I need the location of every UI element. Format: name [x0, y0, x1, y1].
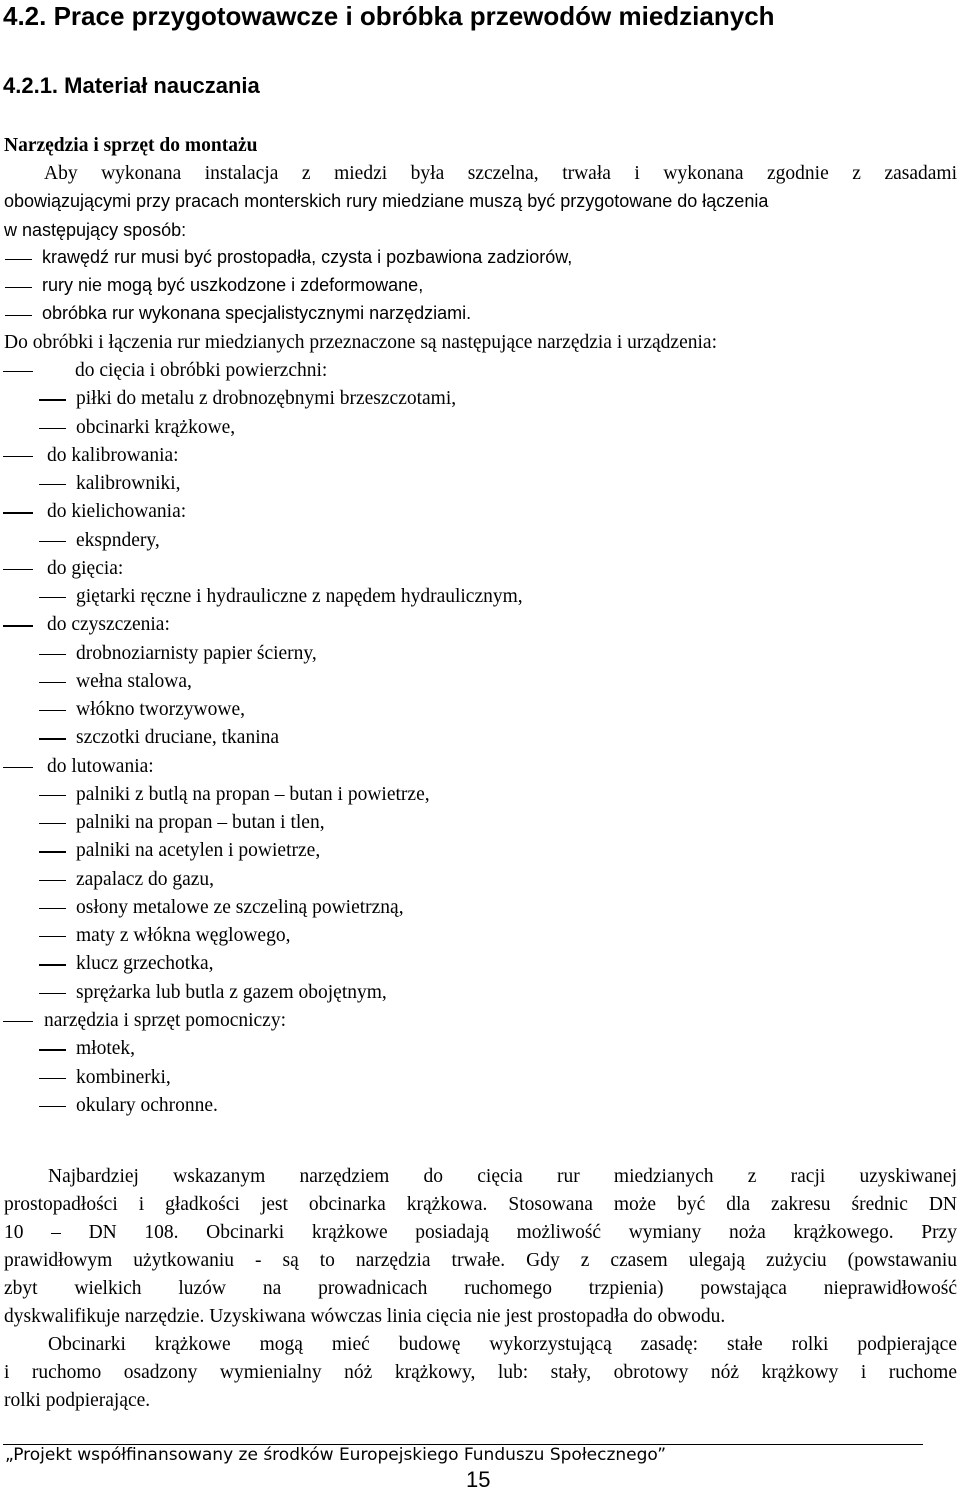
dash-bullet [39, 851, 66, 852]
tool-item: giętarki ręczne i hydrauliczne z napędem hydraulicznym, [76, 586, 523, 608]
dash-bullet [3, 371, 33, 372]
dash-bullet [39, 1106, 66, 1107]
dash-bullet [39, 1049, 66, 1050]
para2-line-3: rolki podpierające. [4, 1390, 151, 1411]
dash-bullet [5, 259, 32, 260]
dash-bullet [39, 936, 66, 937]
tool-item: młotek, [76, 1038, 136, 1060]
tool-item: włókno tworzywowe, [76, 699, 245, 721]
tool-category: do kielichowania: [47, 501, 187, 523]
dash-bullet [39, 823, 66, 824]
tool-category: do cięcia i obróbki powierzchni: [75, 360, 328, 381]
dash-bullet [5, 315, 32, 316]
prep-item: rury nie mogą być uszkodzone i zdeformowane, [42, 275, 424, 295]
tool-item: klucz grzechotka, [76, 953, 214, 975]
tool-item: obcinarki krążkowe, [76, 416, 236, 438]
tool-item: osłony metalowe ze szczeliną powietrzną, [76, 896, 404, 918]
dash-bullet [39, 682, 66, 683]
tool-item: szczotki druciane, tkanina [76, 727, 280, 749]
prep-item: krawędź rur musi być prostopadła, czysta i pozbawiona zadziorów, [42, 247, 573, 267]
dash-bullet [3, 512, 33, 513]
tool-item: sprężarka lub butla z gazem obojętnym, [76, 981, 387, 1003]
page-number: 15 [466, 1467, 491, 1492]
dash-bullet [39, 880, 66, 881]
para2-line-1: Obcinarki krążkowe mogą mieć budowę wykorzystującą zasadę: stałe rolki podpierające [48, 1334, 957, 1355]
intro-line-3: w następujący sposób: [4, 220, 187, 240]
tool-item: wełna stalowa, [76, 670, 192, 692]
tool-item: palniki z butlą na propan – butan i powietrze, [76, 783, 430, 805]
tool-item: piłki do metalu z drobnozębnymi brzeszczotami, [76, 388, 457, 410]
intro-line-1: Aby wykonana instalacja z miedzi była szczelna, trwała i wykonana zgodnie z zasadami [44, 163, 957, 184]
tool-category: do kalibrowania: [47, 444, 179, 466]
dash-bullet [39, 993, 66, 994]
dash-bullet [39, 795, 66, 796]
tool-item: zapalacz do gazu, [76, 868, 215, 890]
section-heading: 4.2.1. Materiał nauczania [3, 73, 260, 98]
para1-line-4: prawidłowym użytkowaniu - są to narzędzia trwałe. Gdy z czasem ulegają zużyciu (powstawaniu [4, 1250, 957, 1271]
dash-bullet [39, 399, 66, 400]
para2-line-2: i ruchomo osadzony wymienialny nóż krążkowy, lub: stały, obrotowy nóż krążkowy i ruchome [4, 1362, 957, 1383]
tool-item: palniki na acetylen i powietrze, [76, 840, 321, 862]
para1-line-2: prostopadłości i gładkości jest obcinarka krążkowa. Stosowana może być dla zakresu średnic DN [4, 1194, 957, 1215]
dash-bullet [39, 710, 66, 711]
tool-item: drobnoziarnisty papier ścierny, [76, 642, 317, 664]
dash-bullet [3, 767, 33, 768]
subsection-title: Narzędzia i sprzęt do montażu [4, 135, 258, 156]
intro-line-2: obowiązującymi przy pracach monterskich rury miedziane muszą być przygotowane do łączenia [4, 191, 769, 211]
dash-bullet [39, 541, 66, 542]
para1-line-6: dyskwalifikuje narzędzie. Uzyskiwana wówczas linia cięcia nie jest prostopadła do obwodu. [4, 1306, 726, 1327]
tool-category: do czyszczenia: [47, 614, 170, 636]
dash-bullet [39, 908, 66, 909]
tool-item: okulary ochronne. [76, 1094, 218, 1116]
para1-line-5: zbyt wielkich luzów na prowadnicach ruchomego trzpienia) powstająca nieprawidłowość [4, 1278, 957, 1299]
dash-bullet [39, 1078, 66, 1079]
dash-bullet [3, 456, 33, 457]
tool-item: ekspndery, [76, 529, 160, 551]
dash-bullet [3, 625, 33, 626]
dash-bullet [5, 287, 32, 288]
para1-line-3: 10 – DN 108. Obcinarki krążkowe posiadają możliwość wymiany noża krążkowego. Przy [4, 1222, 957, 1243]
dash-bullet [39, 428, 66, 429]
dash-bullet [39, 484, 66, 485]
dash-bullet [39, 597, 66, 598]
tool-category: narzędzia i sprzęt pomocniczy: [44, 1009, 287, 1031]
dash-bullet [39, 654, 66, 655]
tools-intro: Do obróbki i łączenia rur miedzianych przeznaczone są następujące narzędzia i urządzenia: [4, 332, 717, 353]
dash-bullet [39, 964, 66, 965]
dash-bullet [3, 1021, 33, 1022]
tool-category: do lutowania: [47, 755, 154, 777]
tool-item: kombinerki, [76, 1066, 171, 1088]
para1-line-1: Najbardziej wskazanym narzędziem do cięcia rur miedzianych z racji uzyskiwanej [48, 1166, 957, 1187]
tool-category: do gięcia: [47, 557, 124, 579]
tool-item: palniki na propan – butan i tlen, [76, 812, 325, 834]
dash-bullet [39, 738, 66, 739]
tool-item: maty z włókna węglowego, [76, 925, 291, 947]
tool-item: kalibrowniki, [76, 473, 181, 495]
prep-item: obróbka rur wykonana specjalistycznymi narzędziami. [42, 303, 472, 323]
dash-bullet [3, 569, 33, 570]
footer-text: „Projekt współfinansowany ze środków Europejskiego Funduszu Społecznego” [5, 1445, 667, 1465]
chapter-heading: 4.2. Prace przygotowawcze i obróbka przewodów miedzianych [3, 1, 775, 31]
